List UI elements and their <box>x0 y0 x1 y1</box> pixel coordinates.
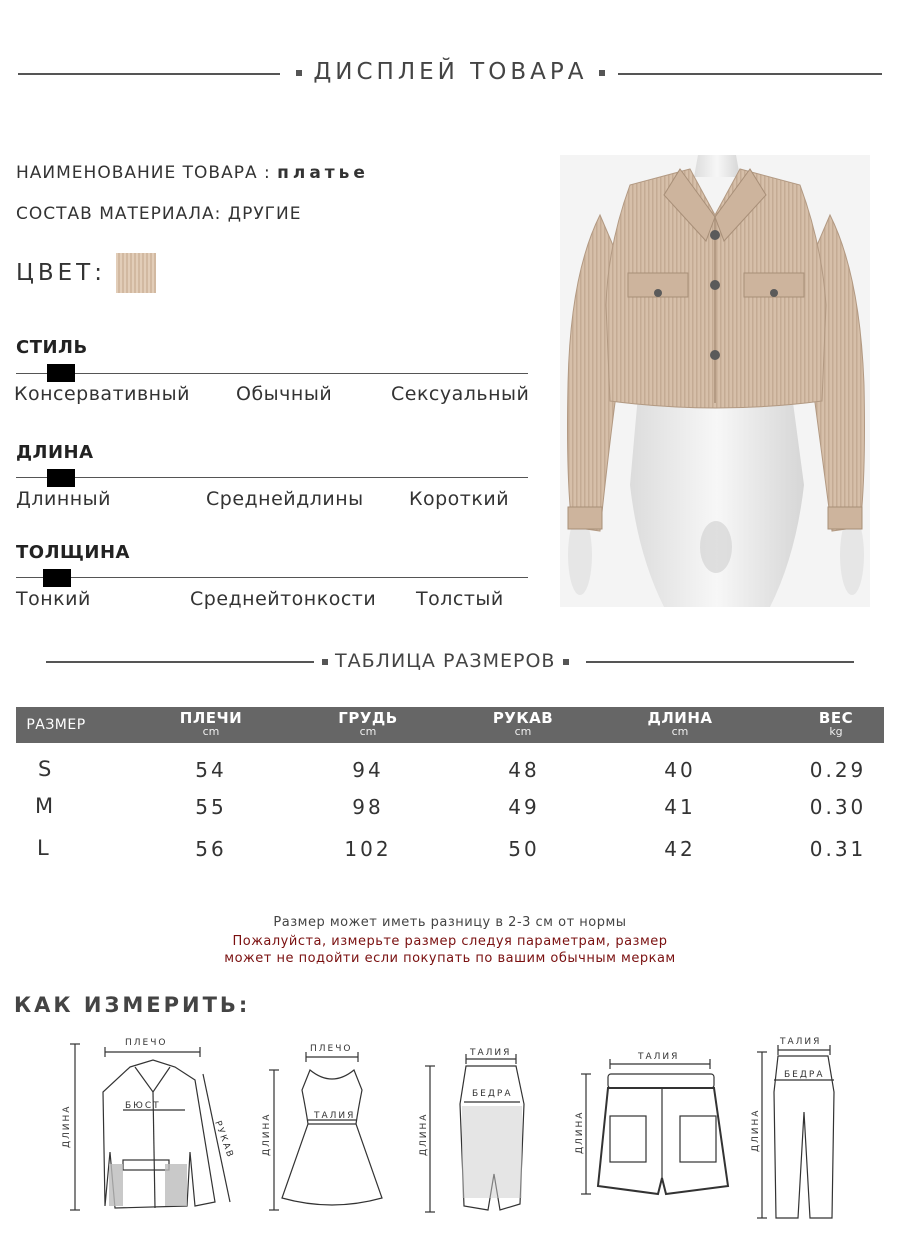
table-cell-size: S <box>38 757 52 781</box>
scale-marker-length <box>47 469 75 487</box>
size-note: Размер может иметь разницу в 2-3 см от нормы <box>273 915 627 930</box>
table-cell: 94 <box>352 758 384 782</box>
diagram-label: ДЛИНА <box>419 1112 429 1156</box>
table-cell: 50 <box>508 837 540 861</box>
square-bullet-icon <box>563 659 569 665</box>
scale-option: Короткий <box>409 488 510 510</box>
diagram-label: ТАЛИЯ <box>470 1048 512 1058</box>
table-cell: 0.30 <box>809 795 867 819</box>
diagram-label: ДЛИНА <box>575 1110 585 1154</box>
measure-warning-line2: может не подойти если покупать по вашим обычным меркам <box>224 951 676 966</box>
table-cell: 49 <box>508 795 540 819</box>
column-header-weight: ВЕС kg <box>818 709 854 738</box>
square-bullet-icon <box>296 70 302 76</box>
diagram-label: РУКАВ <box>212 1119 236 1161</box>
diagram-label: ПЛЕЧО <box>310 1044 353 1054</box>
scale-marker-style <box>47 364 75 382</box>
table-cell: 56 <box>195 837 227 861</box>
size-table-header <box>16 707 884 743</box>
color-swatch <box>116 253 156 293</box>
diagram-label: ПЛЕЧО <box>125 1038 168 1048</box>
scale-title-thickness: ТОЛЩИНА <box>16 542 130 563</box>
material-value: ДРУГИЕ <box>227 204 302 224</box>
skirt-diagram <box>412 1044 542 1220</box>
column-header-shoulders: ПЛЕЧИ cm <box>179 709 243 738</box>
table-cell: 98 <box>352 795 384 819</box>
shorts-diagram <box>570 1046 745 1206</box>
diagram-label: ДЛИНА <box>62 1104 72 1148</box>
product-name-value: платье <box>277 163 369 183</box>
diagram-label: ТАЛИЯ <box>314 1111 356 1121</box>
display-title: ДИСПЛЕЙ ТОВАРА <box>313 59 588 85</box>
square-bullet-icon <box>599 70 605 76</box>
product-name-label: НАИМЕНОВАНИЕ ТОВАРА : <box>16 163 271 183</box>
scale-title-style: СТИЛЬ <box>16 337 88 358</box>
scale-line-length <box>16 477 528 478</box>
material-label: СОСТАВ МАТЕРИАЛА: <box>16 204 222 224</box>
size-header-line-left <box>46 661 314 663</box>
diagram-label: БЮСТ <box>125 1101 161 1111</box>
diagram-label: ТАЛИЯ <box>780 1037 822 1047</box>
column-header-sleeve: РУКАВ cm <box>492 709 554 738</box>
scale-option: Обычный <box>236 383 333 405</box>
measure-warning-line1: Пожалуйста, измерьте размер следуя параметрам, размер <box>232 934 668 949</box>
table-cell: 41 <box>664 795 696 819</box>
header-line-left <box>18 73 280 75</box>
diagram-label: БЕДРА <box>472 1089 513 1099</box>
table-cell: 42 <box>664 837 696 861</box>
jacket-diagram <box>55 1032 240 1222</box>
table-cell: 0.29 <box>809 758 867 782</box>
scale-option: Толстый <box>416 588 504 610</box>
dress-diagram <box>258 1040 408 1220</box>
diagram-label: ТАЛИЯ <box>638 1052 680 1062</box>
square-bullet-icon <box>322 659 328 665</box>
material-row <box>16 204 302 224</box>
table-cell: 0.31 <box>809 837 867 861</box>
size-header-line-right <box>586 661 854 663</box>
diagram-label: ДЛИНА <box>262 1112 272 1156</box>
scale-title-length: ДЛИНА <box>16 442 94 463</box>
section-title-display <box>296 59 605 85</box>
scale-option: Длинный <box>16 488 112 510</box>
how-to-measure-title: КАК ИЗМЕРИТЬ: <box>14 993 251 1017</box>
table-cell: 54 <box>195 758 227 782</box>
color-label: ЦВЕТ: <box>16 260 106 286</box>
scale-option: Сексуальный <box>391 383 530 405</box>
column-header-chest: ГРУДЬ cm <box>338 709 398 738</box>
diagram-label: ДЛИНА <box>751 1108 761 1152</box>
product-photo <box>560 155 870 607</box>
diagram-label: БЕДРА <box>784 1070 825 1080</box>
table-cell: 55 <box>195 795 227 819</box>
column-header-size: РАЗМЕР <box>26 717 86 733</box>
jacket-on-mannequin-image <box>560 155 870 607</box>
table-cell-size: M <box>35 794 54 818</box>
table-cell: 40 <box>664 758 696 782</box>
scale-line-style <box>16 373 528 374</box>
scale-option: Консервативный <box>14 383 190 405</box>
scale-marker-thickness <box>43 569 71 587</box>
product-name-row <box>16 163 369 183</box>
column-header-length: ДЛИНА cm <box>647 709 713 738</box>
scale-option: Среднейтонкости <box>190 588 377 610</box>
section-title-size <box>322 650 569 672</box>
scale-option: Тонкий <box>16 588 91 610</box>
header-line-right <box>618 73 882 75</box>
pants-diagram <box>748 1032 858 1222</box>
table-cell: 48 <box>508 758 540 782</box>
table-cell-size: L <box>37 836 49 860</box>
scale-option: Среднейдлины <box>206 488 364 510</box>
scale-line-thickness <box>16 577 528 578</box>
size-table-title: ТАБЛИЦА РАЗМЕРОВ <box>335 650 556 672</box>
table-cell: 102 <box>344 837 392 861</box>
